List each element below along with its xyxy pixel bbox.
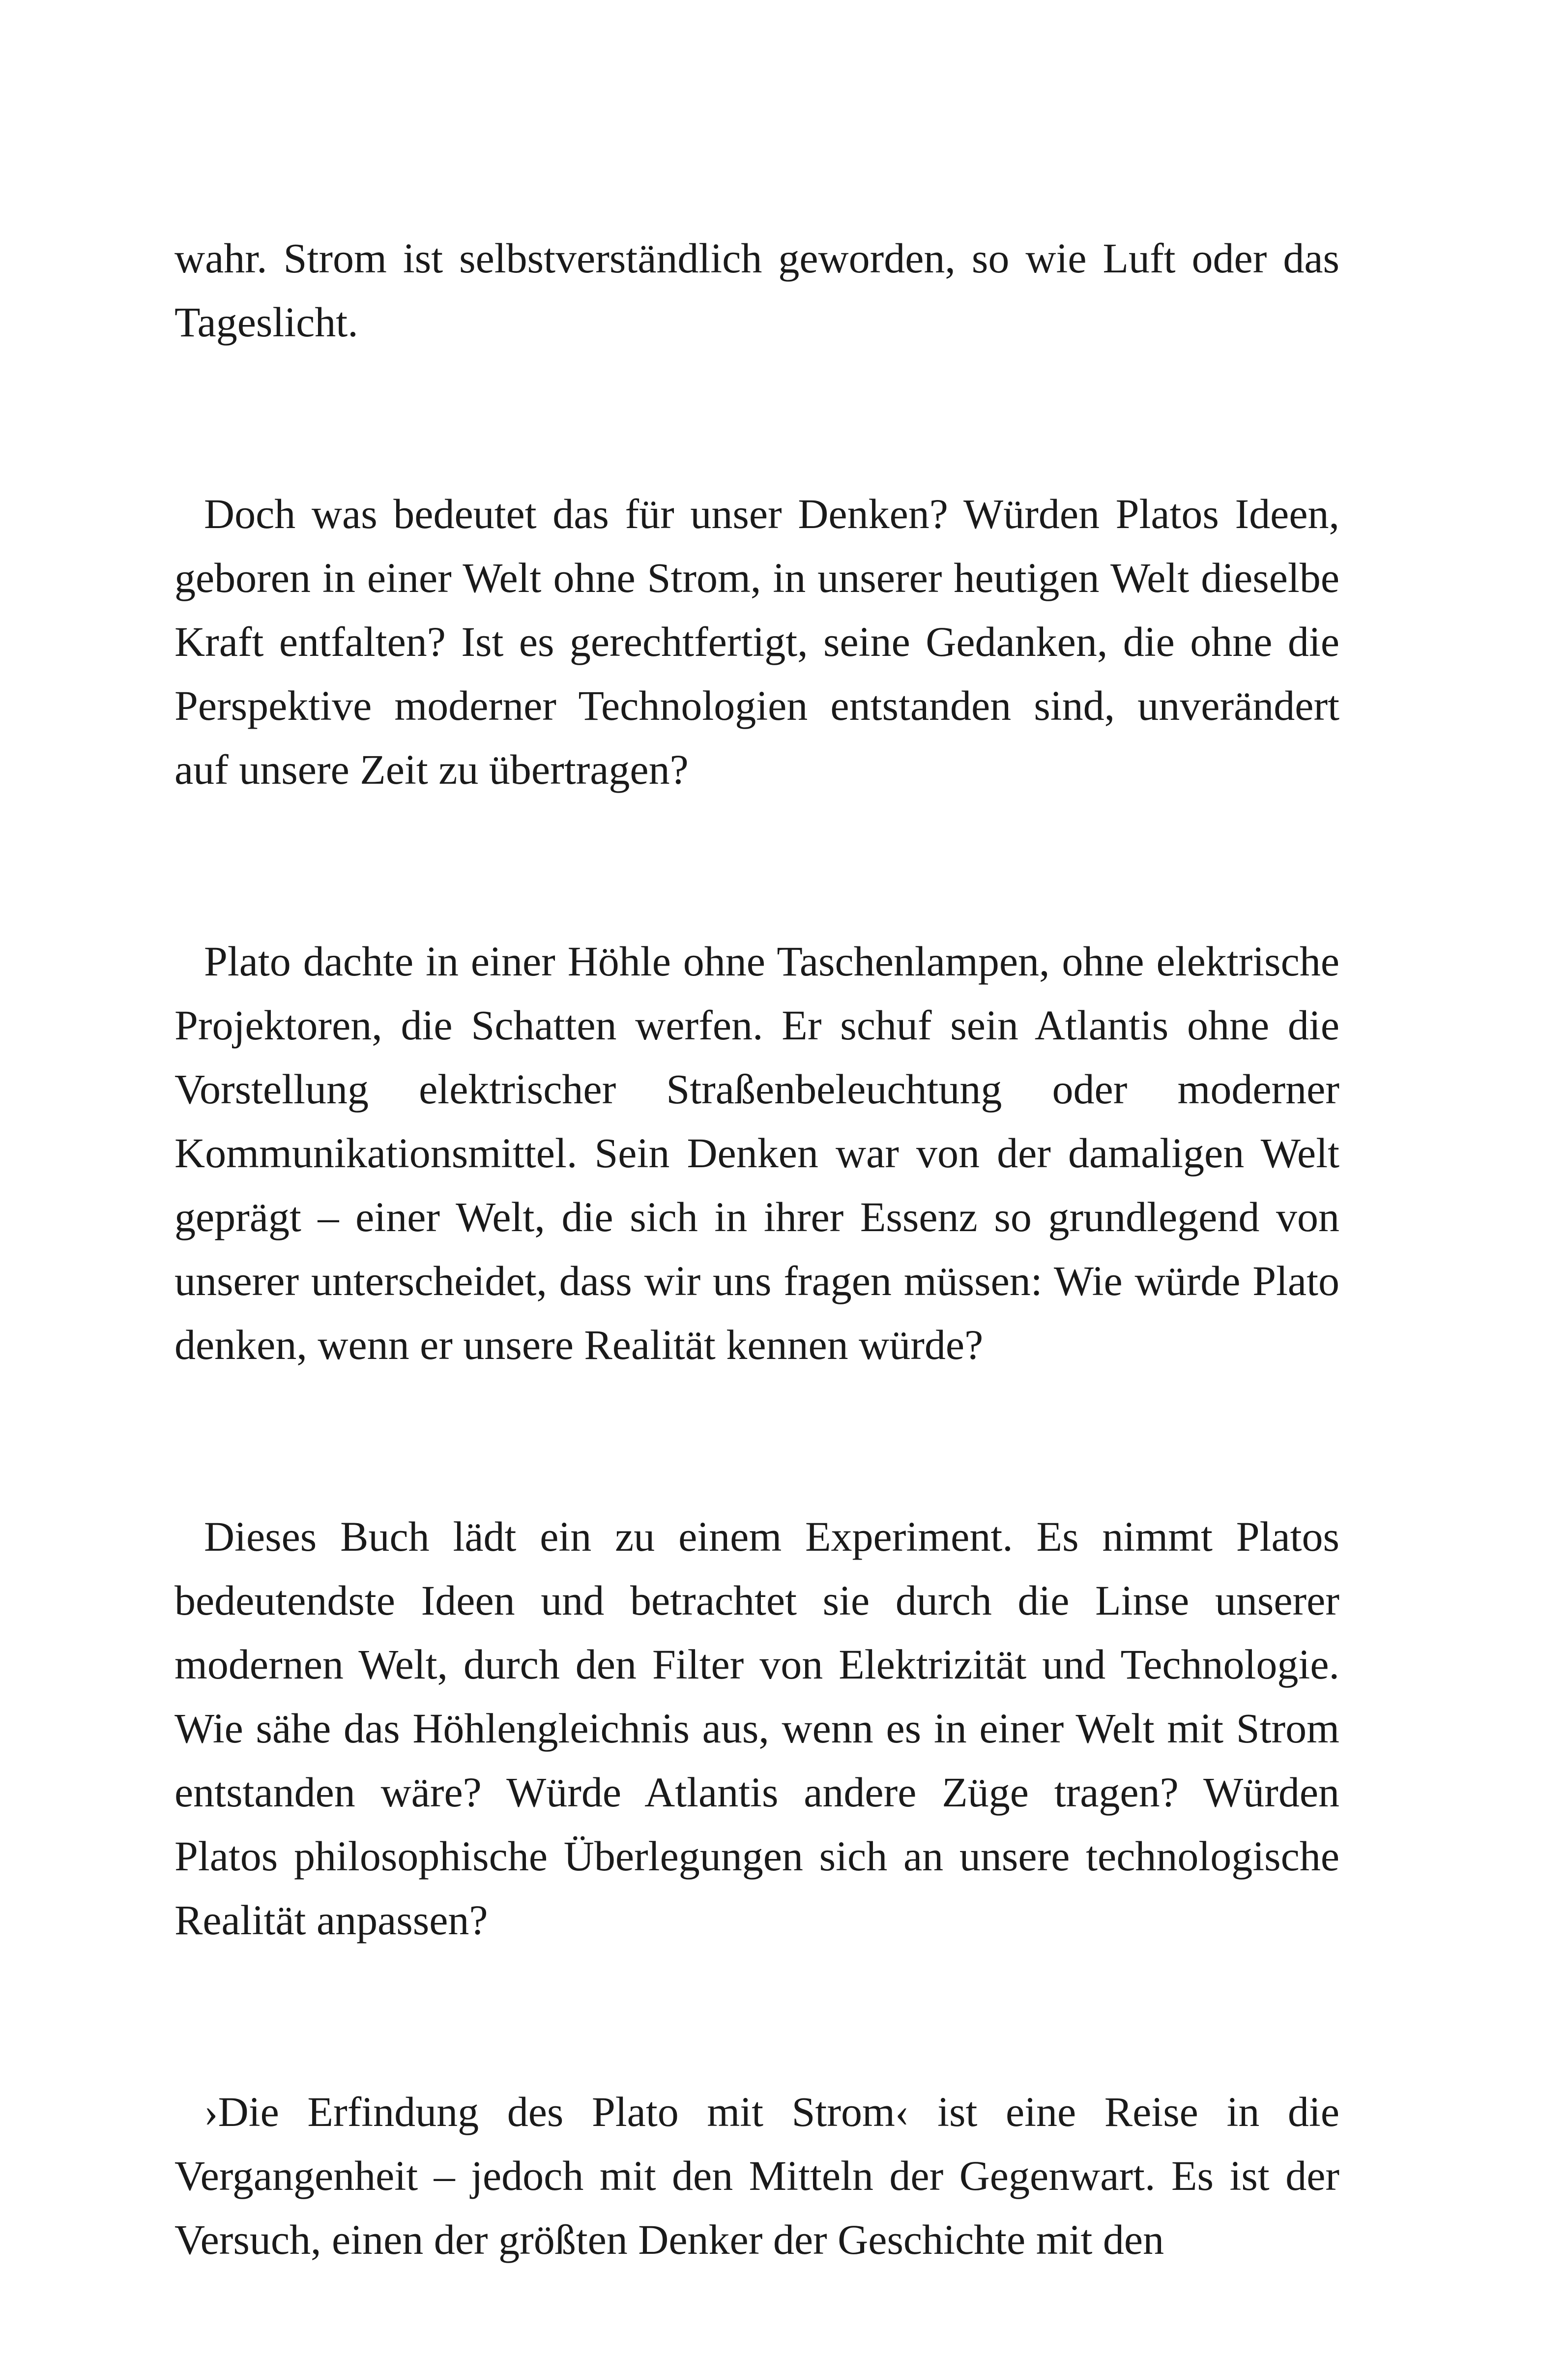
paragraph-book-experiment: Dieses Buch lädt ein zu einem Experiment. Es nimmt Platos bedeutendste Ideen und betrachtet sie durch die Linse unserer modernen Welt, durch den Filter von Elektrizität und Technologie. Wie sähe das Höhlengleichnis aus, wenn es in einer Welt mit Strom entstanden wäre? Würde Atlantis andere Züge tragen? Würden Platos philosophische Überlegungen sich an unsere technologische Realität anpassen? — [174, 1513, 1339, 1944]
paragraph-thinking-question: Doch was bedeutet das für unser Denken? Würden Platos Ideen, geboren in einer Welt ohne Strom, in unserer heutigen Welt dieselbe Kraft entfalten? Ist es gerechtfertigt, seine Gedanken, die ohne die Perspektive moderner Technologien entstanden sind, unverändert auf unsere Zeit zu übertragen? — [174, 490, 1339, 793]
paragraph-continuation: wahr. Strom ist selbstverständlich geworden, so wie Luft oder das Tageslicht. — [174, 235, 1339, 346]
paragraph-journey: ›Die Erfindung des Plato mit Strom‹ ist eine Reise in die Vergangenheit – jedoch mit den Mitteln der Gegenwart. Es ist der Versuch, einen der größten Denker der Geschichte mit den — [174, 2088, 1339, 2263]
book-page — [174, 226, 1339, 2272]
paragraph-plato-cave: Plato dachte in einer Höhle ohne Taschenlampen, ohne elektrische Projektoren, die Schatten werfen. Er schuf sein Atlantis ohne die Vorstellung elektrischer Straßenbeleuchtung oder moderner Kommunikationsmittel. Sein Denken war von der damaligen Welt geprägt – einer Welt, die sich in ihrer Essenz so grundlegend von unserer unterscheidet, dass wir uns fragen müssen: Wie würde Plato denken, wenn er unsere Realität kennen würde? — [174, 938, 1339, 1368]
